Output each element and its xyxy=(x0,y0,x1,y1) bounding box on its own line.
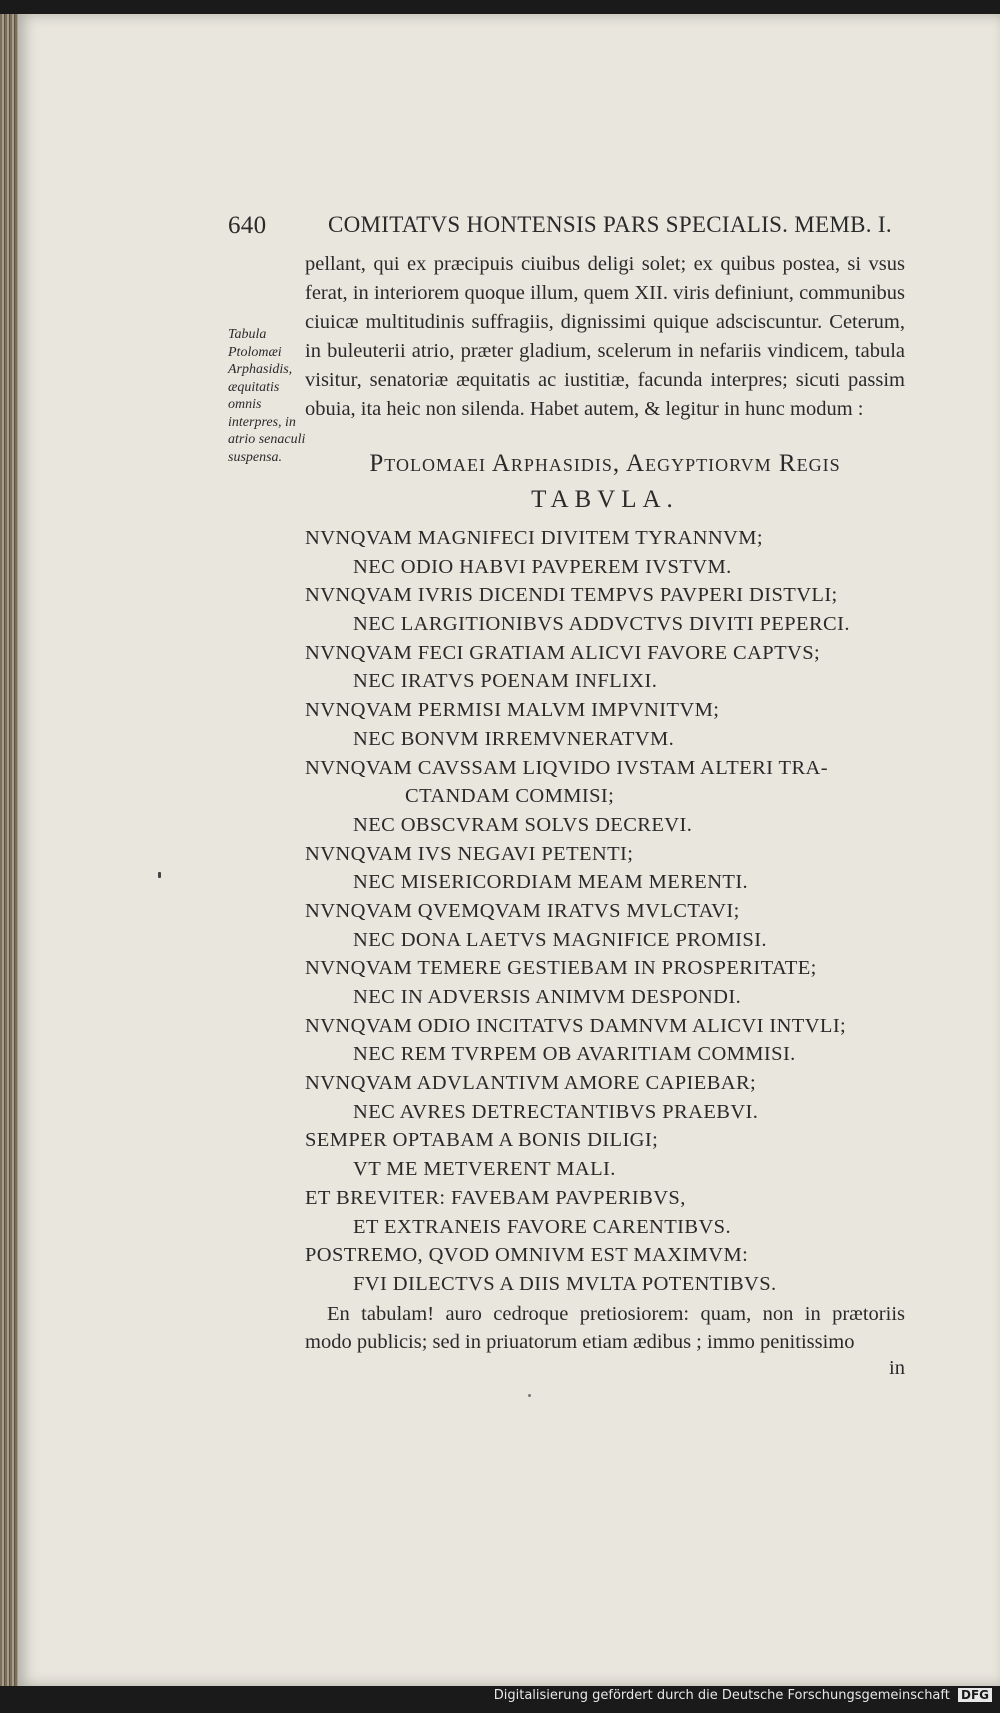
inscription-line: CTANDAM COMMISI; xyxy=(405,785,615,808)
intro-paragraph xyxy=(305,250,905,424)
inscription-line: NEC DONA LAETVS MAGNIFICE PROMISI. xyxy=(353,928,767,951)
inscription-line: FVI DILECTVS A DIIS MVLTA POTENTIBVS. xyxy=(353,1272,777,1295)
inscription-line: NVNQVAM CAVSSAM LIQVIDO IVSTAM ALTERI TRA- xyxy=(305,756,828,779)
inscription-line: NVNQVAM FECI GRATIAM ALICVI FAVORE CAPTVS; xyxy=(305,641,821,664)
dfg-logo: DFG xyxy=(958,1688,992,1702)
inscription-line: NEC LARGITIONIBVS ADDVCTVS DIVITI PEPERCI. xyxy=(353,613,850,636)
inscription-line: POSTREMO, QVOD OMNIVM EST MAXIMVM: xyxy=(305,1244,749,1267)
running-title: COMITATVS HONTENSIS PARS SPECIALIS. MEMB. I. xyxy=(328,212,892,237)
tabula-title: Ptolomaei Arphasidis, Aegyptiorvm Regis xyxy=(369,450,841,477)
inscription-line: NVNQVAM MAGNIFECI DIVITEM TYRANNVM; xyxy=(305,527,763,549)
inscription-block xyxy=(305,524,910,1299)
inscription-line: NVNQVAM PERMISI MALVM IMPVNITVM; xyxy=(305,699,720,722)
catchword: in xyxy=(889,1357,905,1379)
inscription-line: NEC AVRES DETRECTANTIBVS PRAEBVI. xyxy=(353,1100,759,1123)
inscription-line: NEC BONVM IRREMVNERATVM. xyxy=(353,727,675,750)
inscription-line: NEC IRATVS POENAM INFLIXI. xyxy=(353,670,658,693)
inscription-line: NVNQVAM QVEMQVAM IRATVS MVLCTAVI; xyxy=(305,899,740,922)
inscription-line: NVNQVAM IVS NEGAVI PETENTI; xyxy=(305,842,634,865)
tabula-subtitle: TABVLA. xyxy=(531,486,679,513)
inscription-line: ET BREVITER: FAVEBAM PAVPERIBVS, xyxy=(305,1186,686,1209)
inscription-line: NVNQVAM IVRIS DICENDI TEMPVS PAVPERI DISTVLI; xyxy=(305,584,838,607)
inscription-line: NEC OBSCVRAM SOLVS DECREVI. xyxy=(353,813,693,836)
digitization-footer xyxy=(494,1688,992,1708)
intro-text: pellant, qui ex præcipuis ciuibus deligi solet; ex quibus postea, si vsus ferat, in interiorem quoque illum, quem XII. viris definiunt, communibus ciuicæ multitudinis suffragiis, dignissimi quique adsciscuntur. Ceterum, in buleuterii atrio, præter gladium, scelerum in nefariis vindicem, tabula visitur, senatoriæ æquitatis ac iustitiæ, facunda interpres; sicuti passim obuia, ita heic non silenda. Habet autem, & legitur in hunc modum : xyxy=(305,253,905,420)
inscription-line: NVNQVAM TEMERE GESTIEBAM IN PROSPERITATE; xyxy=(305,957,817,980)
closing-paragraph xyxy=(305,1300,905,1382)
inscription-line: NEC REM TVRPEM OB AVARITIAM COMMISI. xyxy=(353,1043,796,1066)
page-number: 640 xyxy=(228,212,267,239)
inscription-line: NVNQVAM ODIO INCITATVS DAMNVM ALICVI INTVLI; xyxy=(305,1014,847,1037)
page-edge xyxy=(0,14,20,1686)
paper-speck xyxy=(158,872,161,878)
inscription-line: SEMPER OPTABAM A BONIS DILIGI; xyxy=(305,1129,659,1152)
margin-note: Tabula Ptolomæi Arphasidis, æquitatis omnis interpres, in atrio senaculi suspensa. xyxy=(228,327,306,465)
closing-text: En tabulam! auro cedroque pretiosiorem: quam, non in prætoriis modo publicis; sed in priuatorum etiam ædibus ; immo penitissimo xyxy=(305,1303,905,1353)
inscription-line: VT ME METVERENT MALI. xyxy=(353,1158,616,1181)
paper-speck xyxy=(528,1394,531,1397)
inscription-line: NEC ODIO HABVI PAVPEREM IVSTVM. xyxy=(353,555,732,578)
inscription-line: NEC MISERICORDIAM MEAM MERENTI. xyxy=(353,871,749,894)
inscription-line: ET EXTRANEIS FAVORE CARENTIBVS. xyxy=(353,1215,732,1238)
inscription-line: NVNQVAM ADVLANTIVM AMORE CAPIEBAR; xyxy=(305,1072,757,1095)
inscription-line: NEC IN ADVERSIS ANIMVM DESPONDI. xyxy=(353,986,742,1008)
footer-credit: Digitalisierung gefördert durch die Deutsche Forschungsgemeinschaft xyxy=(493,1688,950,1703)
